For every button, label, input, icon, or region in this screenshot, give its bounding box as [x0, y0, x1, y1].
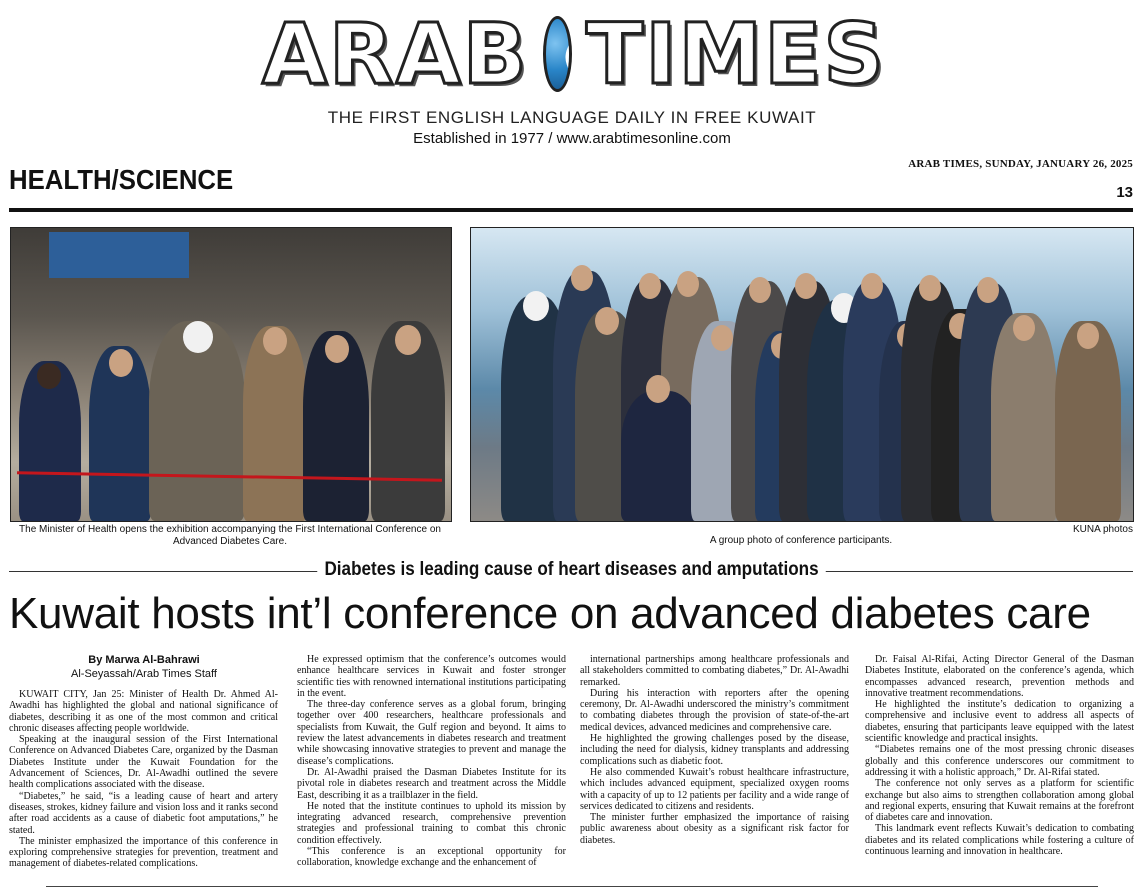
- byline-organization: Al-Seyassah/Arab Times Staff: [71, 668, 217, 680]
- article-paragraph: Dr. Faisal Al-Rifai, Acting Director General of the Dasman Diabetes Institute, elaborated on the conference’s agenda, which encompasses advanced research, prevention methods and innovative treatment recommendations.: [865, 654, 1134, 699]
- article-paragraph: The conference not only serves as a platform for scientific exchange but also aims to strengthen collaboration among global and regional experts, ensuring that Kuwait remains at the forefront of diabetes care and innovation.: [865, 778, 1134, 824]
- article-paragraph: He noted that the institute continues to uphold its mission by integrating advanced research, comprehensive prevention strategies and professional training to combat this chronic condition effectively.: [297, 800, 566, 846]
- dateline: ARAB TIMES, SUNDAY, JANUARY 26, 2025: [908, 158, 1133, 170]
- article-paragraph: During his interaction with reporters after the opening ceremony, Dr. Al-Awadhi underscored the ministry’s commitment to combating diabetes through the provision of state-of-the-art medical devices, advanced medicines and comprehensive care.: [580, 687, 849, 733]
- bottom-rule: [46, 886, 1098, 887]
- logo-word-right: TIMES: [585, 5, 886, 103]
- article-paragraph: “This conference is an exceptional opportunity for collaboration, knowledge exchange and the enhancement of: [297, 846, 566, 869]
- masthead-established: Established in 1977 / www.arabtimesonline.com: [413, 130, 731, 147]
- article-headline[interactable]: Kuwait hosts int’l conference on advanced diabetes care: [9, 589, 1091, 638]
- article-paragraph: This landmark event reflects Kuwait’s dedication to combating diabetes and its related complications while fostering a culture of continuous learning and innovation in healthcare.: [865, 823, 1134, 858]
- article-paragraph: The three-day conference serves as a global forum, bringing together over 400 researchers, healthcare professionals and specialists from Kuwait, the Gulf region and beyond. It aims to review the latest advancements in diabetes research and treatment while showcasing innovative strategies to prevent and manage the disease’s complications.: [297, 699, 566, 767]
- photo-credit: KUNA photos: [1072, 524, 1133, 535]
- article-paragraph: He expressed optimism that the conference’s outcomes would enhance healthcare services in Kuwait and foster stronger scientific ties with renowned international institutions participating in the event.: [297, 654, 566, 699]
- photo-caption-right: A group photo of conference participants.: [709, 535, 893, 546]
- article-paragraph: KUWAIT CITY, Jan 25: Minister of Health Dr. Ahmed Al-Awadhi has highlighted the global and national significance of diabetes, describing it as one of the most common and critical chronic diseases affecting people worldwide.: [9, 689, 278, 734]
- globe-icon: [543, 16, 572, 92]
- kicker-text: Diabetes is leading cause of heart diseases and amputations: [318, 559, 827, 581]
- article-column-2: [297, 654, 566, 869]
- article-column-3: [580, 654, 849, 846]
- section-label: HEALTH/SCIENCE: [9, 164, 234, 195]
- article-kicker: [0, 559, 1144, 581]
- arab-times-logo[interactable]: [262, 5, 886, 103]
- article-paragraph: He also commended Kuwait’s robust healthcare infrastructure, which includes advanced equipment, specialized oxygen rooms with a capacity of up to 12 patients per facility and a wide range of services dedicated to citizens and residents.: [580, 766, 849, 812]
- article-paragraph: He highlighted the institute’s dedication to organizing a comprehensive and inclusive event to address all aspects of diabetes, ensuring that participants leave equipped with the latest scientific knowledge and practical insights.: [865, 699, 1134, 745]
- byline-author: By Marwa Al-Bahrawi: [88, 654, 200, 666]
- photo-caption-left: The Minister of Health opens the exhibition accompanying the First International Conference on Advanced Diabetes Care.: [19, 524, 441, 547]
- article-column-4: [865, 654, 1134, 857]
- article-paragraph: “Diabetes remains one of the most pressing chronic diseases globally and this conference underscores our commitment to addressing it with a holistic approach,” Dr. Al-Rifai stated.: [865, 744, 1134, 778]
- article-paragraph: international partnerships among healthcare professionals and all stakeholders committed to combating diabetes,” Dr. Al-Awadhi remarked.: [580, 654, 849, 688]
- group-photo[interactable]: [470, 227, 1134, 522]
- ribbon-cutting-photo[interactable]: [10, 227, 452, 522]
- article-paragraph: “Diabetes,” he said, “is a leading cause of heart and artery diseases, strokes, kidney failure and vision loss and it ranks second after road accidents as a cause of diabetic foot amputations,” he stated.: [9, 790, 278, 836]
- masthead: [0, 0, 1144, 160]
- page-number: 13: [1116, 184, 1133, 201]
- article-paragraph: Speaking at the inaugural session of the First International Conference on Advanced Diabetes Care, organized by the Dasman Diabetes Institute under the Kuwait Foundation for the Advancement of Sciences, Dr. Al-Awadhi outlined the severe health complications associated with the disease.: [9, 734, 278, 791]
- article-paragraph: The minister further emphasized the importance of raising public awareness about obesity as a significant risk factor for diabetes.: [580, 812, 849, 846]
- masthead-tagline: THE FIRST ENGLISH LANGUAGE DAILY IN FREE KUWAIT: [327, 108, 817, 127]
- presentation-screen: [49, 232, 189, 278]
- article-paragraph: The minister emphasized the importance of this conference in exploring comprehensive strategies for prevention, treatment and management of diabetes-related complications.: [9, 835, 278, 870]
- article-paragraph: Dr. Al-Awadhi praised the Dasman Diabetes Institute for its pivotal role in diabetes research and treatment across the Middle East, describing it as a trailblazer in the field.: [297, 766, 566, 801]
- section-divider: [9, 208, 1133, 212]
- logo-word-left: ARAB: [262, 5, 529, 103]
- article-column-1: [9, 689, 278, 870]
- article-paragraph: He highlighted the growing challenges posed by the disease, including the need for dialysis, kidney transplants and addressing complications such as diabetic foot.: [580, 733, 849, 767]
